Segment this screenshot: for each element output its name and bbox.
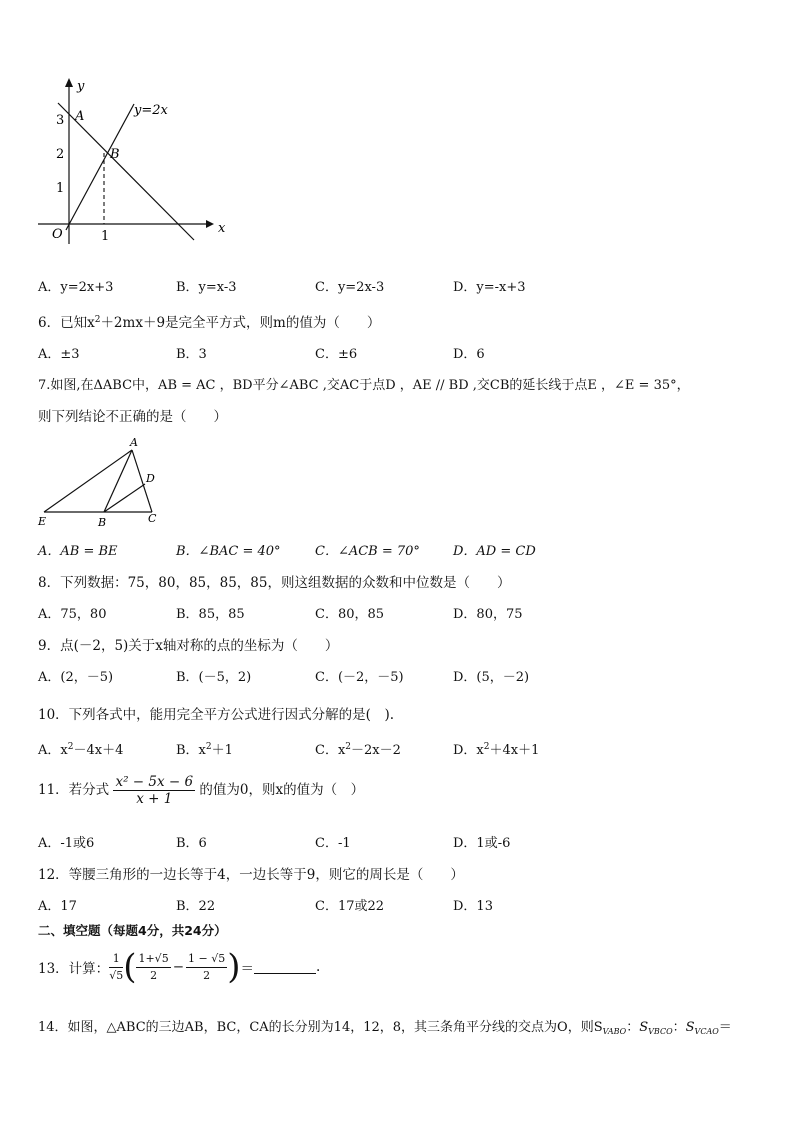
q7-option-b[interactable]: B．∠BAC = 40° bbox=[176, 544, 281, 559]
q6-sup: 2 bbox=[94, 315, 101, 325]
q10-a-sup: 2 bbox=[67, 742, 74, 752]
q10-c-sup: 2 bbox=[345, 742, 352, 752]
vertex-d: D bbox=[146, 472, 155, 485]
q5-option-c[interactable]: C．y=2x-3 bbox=[315, 280, 385, 295]
question-9: 9．点(－2，5)关于x轴对称的点的坐标为（ ） bbox=[38, 638, 339, 654]
q13-outer-den: √5 bbox=[109, 968, 124, 982]
q10-d-post: ＋4x＋1 bbox=[489, 743, 540, 758]
q14-eq: ＝ bbox=[718, 1020, 732, 1035]
question-6 bbox=[38, 311, 380, 331]
q13-frac-2 bbox=[186, 951, 227, 984]
x-axis-arrow bbox=[206, 220, 214, 228]
q9-option-b[interactable]: B．(－5，2) bbox=[176, 670, 252, 685]
q14-sub3: VCAO bbox=[694, 1027, 719, 1036]
q11-option-b[interactable]: B．6 bbox=[176, 836, 207, 851]
question-12: 12．等腰三角形的一边长等于4，一边长等于9，则它的周长是（ ） bbox=[38, 867, 464, 883]
q13-frac2-num: 1 − √5 bbox=[186, 951, 227, 968]
q6-mid: ＋2mx＋9是完全平方式，则m的值为（ ） bbox=[100, 315, 381, 331]
segment-ea bbox=[44, 450, 132, 512]
q13-frac-outer bbox=[109, 951, 123, 984]
q10-a-pre: A．x bbox=[38, 743, 68, 758]
q13-pre: 13．计算： bbox=[38, 961, 110, 977]
q10-d-pre: D．x bbox=[453, 743, 484, 758]
q10-option-a[interactable] bbox=[38, 739, 123, 758]
q6-pre: 6．已知x bbox=[38, 315, 95, 331]
q10-a-post: －4x＋4 bbox=[73, 743, 124, 758]
question-7-line2: 则下列结论不正确的是（ ） bbox=[38, 409, 227, 425]
q10-d-sup: 2 bbox=[483, 742, 490, 752]
q13-frac2-den: 2 bbox=[203, 968, 211, 982]
question-14: 14．如图，△ABC的三边AB，BC，CA的长分别为14，12，8，其三条角平分线的交点为O，则$S_{VABO}$：$S_{VBCO}$：$S_{VCAO}=$ bbox=[38, 1020, 732, 1036]
q11-pre: 11．若分式 bbox=[38, 782, 110, 798]
q13-equals: ＝ bbox=[240, 961, 254, 977]
q8-option-c[interactable]: C．80，85 bbox=[315, 607, 385, 622]
vertex-e: E bbox=[38, 515, 47, 528]
question-10: 10．下列各式中，能用完全平方公式进行因式分解的是( ). bbox=[38, 707, 395, 723]
q7-option-a[interactable]: A．AB = BE bbox=[38, 544, 118, 559]
vertex-c: C bbox=[148, 512, 157, 525]
q10-option-b[interactable] bbox=[176, 739, 233, 758]
q7-option-d[interactable]: D．AD = CD bbox=[453, 544, 536, 559]
q10-option-c[interactable] bbox=[315, 739, 401, 758]
q10-b-pre: B．x bbox=[176, 743, 206, 758]
q8-option-b[interactable]: B．85，85 bbox=[176, 607, 245, 622]
q8-option-d[interactable]: D．80，75 bbox=[453, 607, 523, 622]
q11-post: 的值为0，则x的值为（ ） bbox=[199, 782, 365, 798]
question-8: 8．下列数据：75，80，85，85，85，则这组数据的众数和中位数是（ ） bbox=[38, 575, 511, 591]
q13-answer-blank[interactable] bbox=[254, 961, 316, 974]
q11-option-c[interactable]: C．-1 bbox=[315, 836, 351, 851]
q11-numerator: x² − 5x − 6 bbox=[115, 774, 194, 790]
x-axis-label: x bbox=[218, 221, 226, 236]
q10-b-sup: 2 bbox=[205, 742, 212, 752]
q9-option-a[interactable]: A．(2，－5) bbox=[38, 670, 114, 685]
q6-option-a[interactable]: A．±3 bbox=[38, 347, 80, 362]
vertex-b: B bbox=[98, 516, 107, 529]
q10-option-d[interactable] bbox=[453, 739, 539, 758]
q9-option-d[interactable]: D．(5，－2) bbox=[453, 670, 530, 685]
q12-option-a[interactable]: A．17 bbox=[38, 899, 77, 914]
q6-option-b[interactable]: B．3 bbox=[176, 347, 207, 362]
figure-linear-graph bbox=[30, 72, 240, 252]
x-tick-1: 1 bbox=[101, 229, 110, 244]
y-tick-2: 2 bbox=[56, 147, 65, 162]
q14-colon2: ： bbox=[672, 1020, 686, 1035]
y-axis-arrow bbox=[65, 78, 73, 87]
q14-sub2: VBCO bbox=[648, 1027, 673, 1036]
y-tick-1: 1 bbox=[56, 181, 65, 196]
q13-outer-num: 1 bbox=[109, 951, 123, 968]
q13-frac1-num: 1+√5 bbox=[136, 951, 170, 968]
q13-frac-1 bbox=[136, 951, 170, 984]
q12-option-b[interactable]: B．22 bbox=[176, 899, 216, 914]
question-7-line1: 7.如图,在ΔABC中，AB = AC ，BD平分∠ABC ,交AC于点D ，AE // BD ,交CB的延长线于点E ，∠E = 35°， bbox=[38, 378, 690, 393]
q10-c-pre: C．x bbox=[315, 743, 346, 758]
figure-triangle bbox=[34, 436, 174, 530]
q13-end: . bbox=[316, 959, 321, 975]
q14-text: 14．如图，△ABC的三边AB，BC，CA的长分别为14，12，8，其三条角平分线的交点为O，则S bbox=[38, 1020, 603, 1035]
y-axis-label: y bbox=[77, 79, 85, 94]
q5-option-b[interactable]: B．y=x-3 bbox=[176, 280, 237, 295]
point-b-label: B bbox=[110, 147, 120, 162]
q13-paren-right: ) bbox=[227, 947, 241, 987]
q8-option-a[interactable]: A．75，80 bbox=[38, 607, 107, 622]
q11-option-a[interactable]: A．-1或6 bbox=[38, 836, 95, 851]
question-11 bbox=[38, 774, 364, 807]
q13-paren-left: ( bbox=[123, 947, 137, 987]
point-a-label: A bbox=[75, 109, 85, 124]
q10-c-post: －2x－2 bbox=[351, 743, 401, 758]
q14-sub1: VABO bbox=[602, 1027, 627, 1036]
section-2-title: 二、填空题（每题4分，共24分） bbox=[38, 923, 227, 938]
y-tick-3: 3 bbox=[56, 113, 65, 128]
q11-fraction bbox=[113, 774, 195, 807]
q5-option-d[interactable]: D．y=-x+3 bbox=[453, 280, 526, 295]
q11-denominator: x + 1 bbox=[136, 791, 173, 807]
q6-option-d[interactable]: D．6 bbox=[453, 347, 485, 362]
line-label-y2x: y=2x bbox=[134, 103, 168, 118]
vertex-a: A bbox=[130, 436, 138, 449]
q13-frac1-den: 2 bbox=[150, 968, 158, 982]
question-13 bbox=[38, 947, 321, 987]
q7-option-c[interactable]: C．∠ACB = 70° bbox=[315, 544, 420, 559]
q12-option-d[interactable]: D．13 bbox=[453, 899, 493, 914]
q13-minus: − bbox=[172, 959, 185, 975]
q6-option-c[interactable]: C．±6 bbox=[315, 347, 358, 362]
q9-option-c[interactable]: C．(－2，－5) bbox=[315, 670, 404, 685]
origin-label: O bbox=[52, 227, 63, 242]
q14-colon1: ： bbox=[626, 1020, 640, 1035]
q12-option-c[interactable]: C．17或22 bbox=[315, 899, 385, 914]
q5-option-a[interactable]: A．y=2x+3 bbox=[38, 280, 114, 295]
q11-option-d[interactable]: D．1或-6 bbox=[453, 836, 511, 851]
q10-b-post: ＋1 bbox=[211, 743, 233, 758]
